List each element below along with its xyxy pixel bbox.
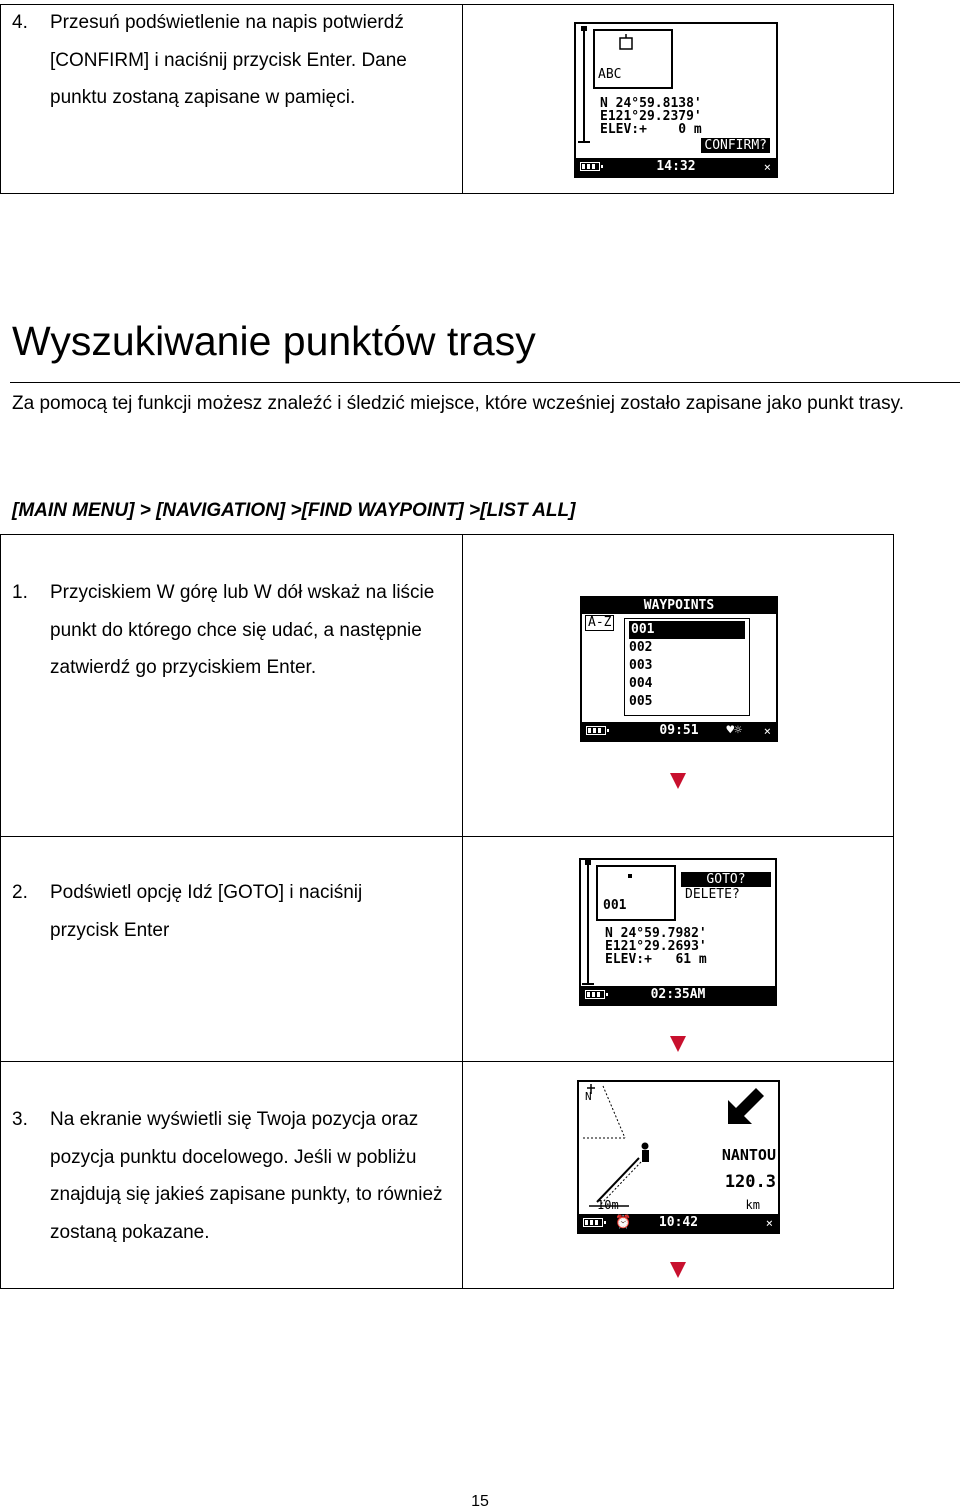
device-screen-goto <box>579 858 777 1006</box>
latitude: N 24°59.8138' <box>600 96 702 111</box>
waypoint-name: ABC <box>598 67 622 82</box>
elevation: ELEV:+ 0 m <box>600 122 702 137</box>
status-bar <box>576 158 776 176</box>
latitude: N 24°59.7982' <box>605 926 707 941</box>
step-number: 1. <box>12 582 28 603</box>
table-divider <box>462 535 463 1288</box>
map-view <box>579 1082 709 1216</box>
clock: 14:32 <box>656 159 696 174</box>
sort-tab[interactable]: A-Z <box>585 615 614 631</box>
device-screen-waypoints <box>580 596 778 742</box>
table-divider <box>462 5 463 193</box>
row-separator <box>0 836 894 837</box>
menu-path: [MAIN MENU] > [NAVIGATION] >[FIND WAYPOINT] >[LIST ALL] <box>12 500 576 521</box>
page-number: 15 <box>471 1493 489 1510</box>
clock: 09:51 <box>659 723 699 738</box>
satellite-icon: ⨯ <box>763 160 771 174</box>
screen-header: WAYPOINTS <box>582 598 776 614</box>
step-text: Przyciskiem W górę lub W dół wskaż na liście punkt do którego chce się udać, a następnie zatwierdź go przyciskiem Enter. <box>50 582 435 678</box>
step-text: Na ekranie wyświetli się Twoja pozycja oraz pozycja punktu docelowego. Jeśli w pobliżu znajdują się jakieś zapisane punkty, to również zostaną pokazane. <box>50 1109 443 1243</box>
clock: 02:35AM <box>650 987 706 1002</box>
confirm-button[interactable]: CONFIRM? <box>701 138 770 153</box>
waypoint-list-item[interactable]: 004 <box>629 676 653 691</box>
status-bar <box>582 722 776 740</box>
status-bar <box>579 1214 778 1232</box>
alarm-icon: ⏰ <box>615 1215 632 1230</box>
longitude: E121°29.2379' <box>600 109 702 124</box>
section-title: Wyszukiwanie punktów trasy <box>12 318 536 364</box>
step-text: Podświetl opcję Idź [GOTO] i naciśnij przycisk Enter <box>50 882 363 941</box>
step-text: Przesuń podświetlenie na napis potwierdź [CONFIRM] i naciśnij przycisk Enter. Dane punktu zostaną zapisane w pamięci. <box>50 12 407 108</box>
waypoint-list-item[interactable]: 002 <box>629 640 653 655</box>
flag-icon <box>578 26 678 96</box>
device-screen-navigation <box>577 1080 780 1234</box>
down-arrow-icon <box>670 773 686 789</box>
satellite-icon: ⨯ <box>763 724 771 738</box>
direction-arrow-icon <box>724 1088 764 1128</box>
step-number: 3. <box>12 1109 28 1130</box>
scale-label: 10m <box>597 1198 619 1212</box>
elevation: ELEV:+ 61 m <box>605 952 707 967</box>
row-separator <box>0 1061 894 1062</box>
down-arrow-icon <box>670 1262 686 1278</box>
heart-icon: ♥☼ <box>726 723 742 738</box>
goto-option[interactable]: GOTO? <box>681 872 771 887</box>
pole-icon <box>578 28 592 158</box>
clock: 10:42 <box>658 1215 699 1230</box>
delete-option[interactable]: DELETE? <box>685 887 740 902</box>
waypoint-list-item[interactable]: 003 <box>629 658 653 673</box>
section-description: Za pomocą tej funkcji możesz znaleźć i śledzić miejsce, które wcześniej zostało zapisane jako punkt trasy. <box>12 393 904 414</box>
waypoint-list-item[interactable]: 005 <box>629 694 653 709</box>
down-arrow-icon <box>670 1036 686 1052</box>
status-bar <box>581 986 775 1004</box>
step-number: 4. <box>12 12 28 33</box>
step-number: 2. <box>12 882 28 903</box>
longitude: E121°29.2693' <box>605 939 707 954</box>
distance-value: 120.3 <box>724 1172 776 1192</box>
waypoint-list <box>624 618 750 716</box>
destination-name: NANTOU <box>721 1146 776 1164</box>
north-label: N <box>585 1090 592 1103</box>
title-rule <box>10 382 960 383</box>
device-screen-confirm <box>574 22 778 178</box>
waypoint-name: 001 <box>603 898 627 913</box>
satellite-icon: ⨯ <box>765 1216 773 1230</box>
waypoint-list-item[interactable]: 001 <box>629 621 745 639</box>
distance-unit: km <box>745 1198 760 1212</box>
